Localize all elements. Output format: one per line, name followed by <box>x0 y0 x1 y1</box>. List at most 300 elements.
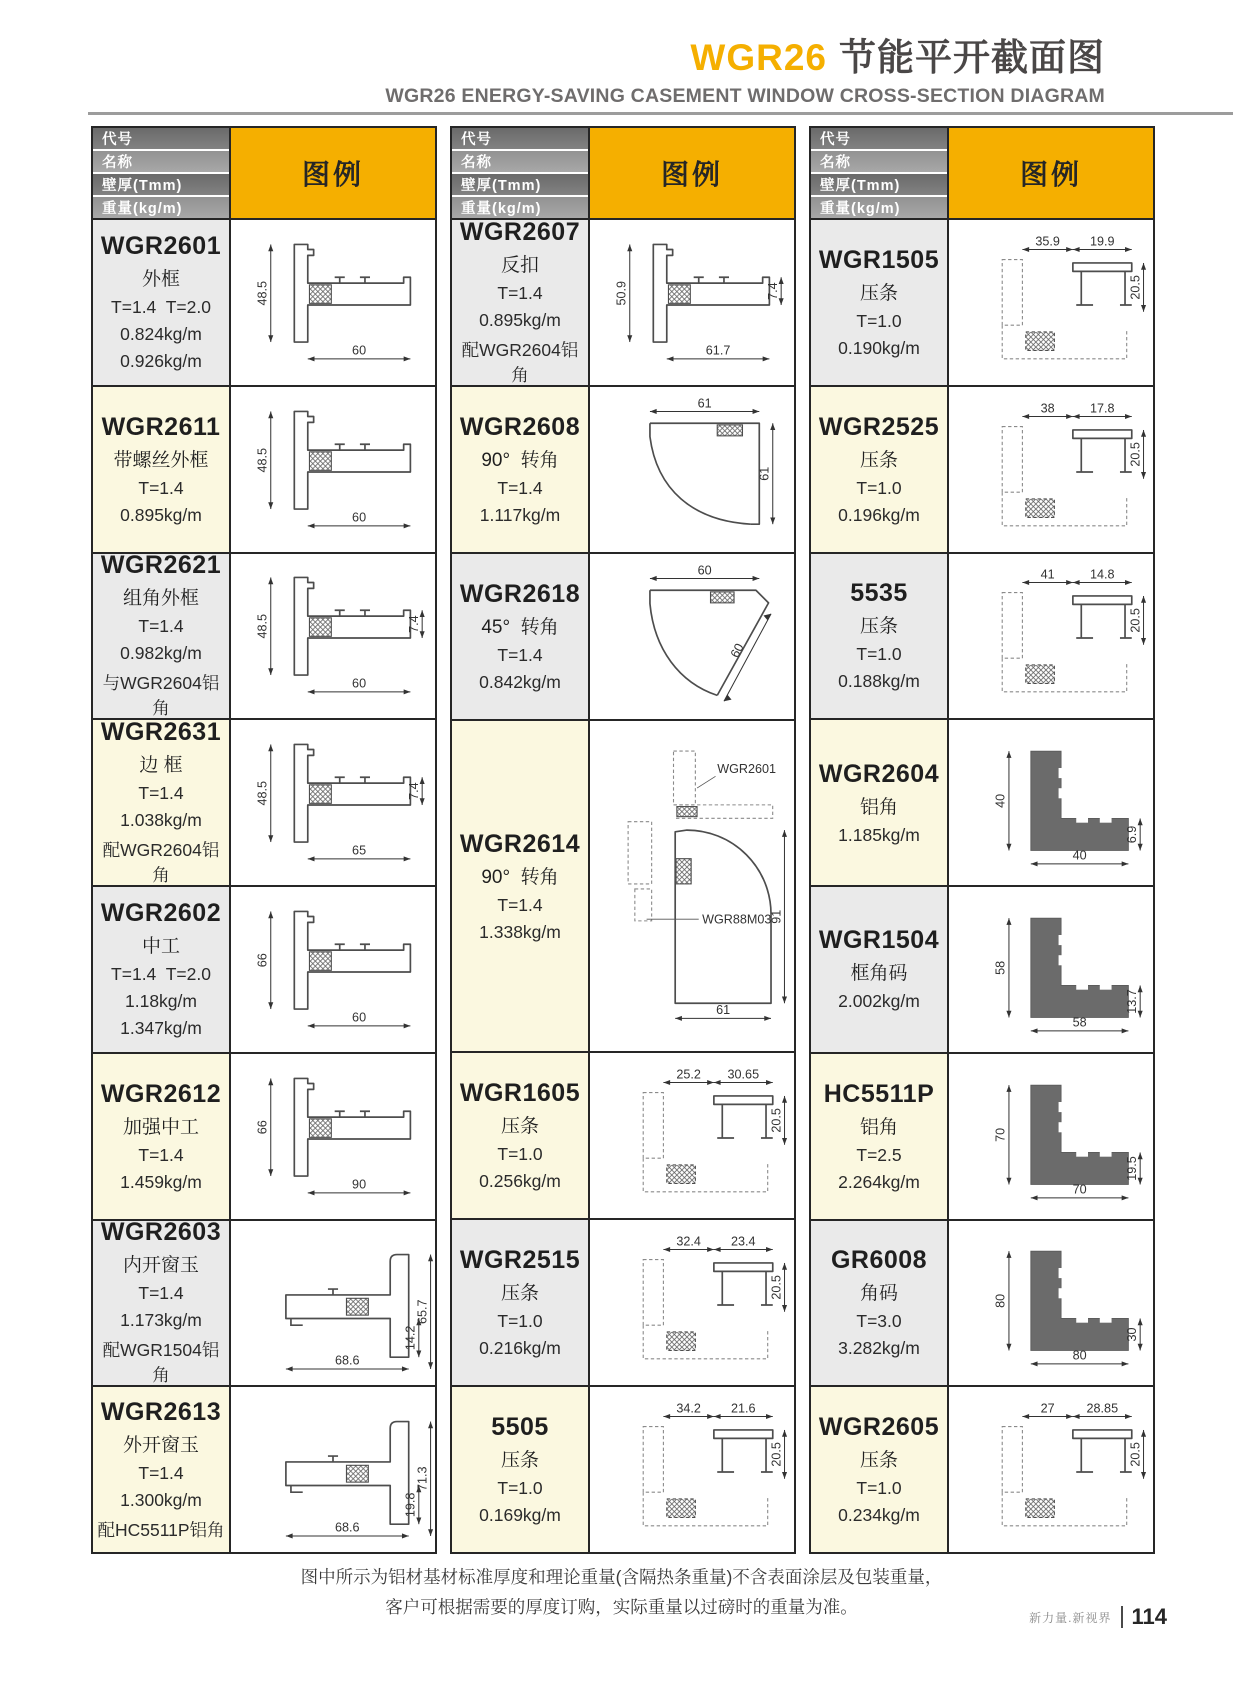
profile-info <box>811 387 949 552</box>
profile-spec: T=1.0 <box>856 310 902 331</box>
dim-horizontal <box>1073 234 1132 252</box>
profile-spec: 1.185kg/m <box>838 824 920 845</box>
profile-info <box>93 220 231 385</box>
svg-text:61: 61 <box>757 466 772 481</box>
profile-spec: 1.459kg/m <box>120 1171 202 1192</box>
cross-section-drawing <box>950 398 1152 541</box>
profile-row <box>93 1219 435 1386</box>
dim-horizontal <box>1022 1401 1072 1419</box>
svg-text:19.5: 19.5 <box>1124 1155 1139 1181</box>
profile-row <box>811 552 1153 719</box>
profile-spec: 配WGR2604铝角 <box>461 340 579 385</box>
profile-drawing-cell <box>949 720 1153 885</box>
profile-code: WGR2618 <box>459 580 581 608</box>
header-label: 壁厚(Tmm) <box>93 174 229 195</box>
profile-spec: T=1.0 <box>856 1478 902 1499</box>
profile-drawing-cell <box>949 1387 1153 1552</box>
profile-code: WGR2612 <box>100 1079 222 1108</box>
profile-code: WGR2525 <box>818 412 940 441</box>
svg-text:19.9: 19.9 <box>1090 234 1115 249</box>
profile-drawing-cell <box>949 554 1153 719</box>
profile-row <box>93 885 435 1052</box>
profile-code: WGR2515 <box>459 1246 581 1274</box>
svg-text:7.4: 7.4 <box>406 782 421 801</box>
profile-code: WGR2631 <box>100 718 222 747</box>
profile-info <box>452 1053 590 1218</box>
cross-section-drawing <box>232 1231 434 1374</box>
profile-row <box>452 1051 794 1218</box>
dim-vertical <box>256 244 274 342</box>
profile-name: 反扣 <box>500 255 539 276</box>
cross-section-drawing <box>591 1398 793 1541</box>
page-title <box>385 38 1105 79</box>
profile-row <box>452 1218 794 1385</box>
profile-row <box>811 1219 1153 1386</box>
dim-vertical <box>994 1252 1012 1351</box>
title-series-code: WGR26 <box>690 37 827 78</box>
profile-info <box>452 220 590 385</box>
svg-text:48.5: 48.5 <box>255 280 270 306</box>
cross-section-drawing <box>950 1231 1152 1374</box>
svg-text:65: 65 <box>352 843 367 858</box>
svg-text:23.4: 23.4 <box>731 1234 756 1249</box>
svg-text:80: 80 <box>993 1294 1008 1309</box>
cross-section-drawing <box>232 564 434 707</box>
profile-info <box>811 554 949 719</box>
profile-name: 带螺丝外框 <box>113 449 209 471</box>
dim-horizontal <box>1073 401 1132 419</box>
profile-name: 外框 <box>141 269 180 291</box>
profile-drawing-cell <box>949 1221 1153 1386</box>
profile-drawing-cell <box>949 220 1153 385</box>
svg-text:60: 60 <box>697 565 712 578</box>
svg-text:58: 58 <box>1072 1015 1087 1030</box>
profile-spec: T=1.0 <box>856 477 902 498</box>
profile-spec: T=1.4 <box>138 477 184 498</box>
svg-text:70: 70 <box>1072 1182 1087 1197</box>
profile-drawing-cell <box>590 1387 794 1552</box>
dim-vertical <box>256 578 274 676</box>
cross-section-drawing <box>591 398 793 541</box>
svg-text:60: 60 <box>352 343 367 358</box>
profile-spec: T=1.4 <box>138 783 184 804</box>
dim-horizontal <box>308 844 411 862</box>
table-header <box>452 128 794 218</box>
svg-text:68.6: 68.6 <box>335 1354 360 1369</box>
cross-section-drawing <box>950 1398 1152 1541</box>
table-header <box>811 128 1153 218</box>
dim-horizontal <box>1031 1182 1129 1200</box>
profile-name: 压条 <box>500 1450 539 1471</box>
profile-drawing-cell <box>949 387 1153 552</box>
profile-spec: T=1.4 <box>138 1462 184 1483</box>
profile-spec: 0.256kg/m <box>479 1171 561 1191</box>
svg-text:14.8: 14.8 <box>1090 567 1115 582</box>
dim-horizontal <box>663 1234 713 1252</box>
profile-code: HC5511P <box>823 1079 935 1108</box>
profile-name: 铝角 <box>859 796 898 818</box>
profile-spec: T=2.5 <box>856 1144 902 1165</box>
profile-spec: T=1.4 T=2.0 <box>111 297 211 318</box>
dim-vertical <box>256 1078 274 1176</box>
header-label: 代号 <box>93 128 229 149</box>
svg-text:25.2: 25.2 <box>676 1067 701 1082</box>
profile-spec: 0.982kg/m <box>120 643 202 664</box>
profile-info <box>93 387 231 552</box>
cross-section-drawing <box>591 1231 793 1374</box>
profile-drawing-cell <box>231 387 435 552</box>
dim-horizontal <box>1073 568 1132 586</box>
profile-table-3 <box>809 126 1155 1554</box>
profile-name: 角码 <box>859 1283 898 1305</box>
page-number: 114 <box>1131 1604 1167 1629</box>
profile-name: 90° 转角 <box>481 866 559 888</box>
profile-spec: T=1.0 <box>497 1478 543 1498</box>
profile-code: WGR2602 <box>100 899 222 928</box>
svg-text:40: 40 <box>1072 848 1087 863</box>
profile-row <box>452 1385 794 1552</box>
header-field-labels <box>93 128 231 218</box>
title-chinese: 节能平开截面图 <box>839 37 1105 78</box>
header-field-labels <box>811 128 949 218</box>
svg-text:20.5: 20.5 <box>1128 441 1143 467</box>
profile-name: 铝角 <box>859 1116 898 1138</box>
dim-horizontal <box>1031 1016 1129 1034</box>
svg-text:WGR2601: WGR2601 <box>717 761 777 776</box>
header-label: 代号 <box>452 128 588 149</box>
header-label: 名称 <box>811 151 947 172</box>
profile-spec: 0.895kg/m <box>120 504 202 525</box>
svg-text:20.5: 20.5 <box>769 1275 784 1300</box>
profile-spec: 0.216kg/m <box>479 1338 561 1358</box>
profile-info <box>93 1054 231 1219</box>
profile-drawing-cell <box>590 387 794 552</box>
profile-name: 压条 <box>859 616 898 638</box>
profile-spec: 0.234kg/m <box>838 1505 920 1526</box>
dim-horizontal <box>308 510 411 528</box>
profile-spec: 0.190kg/m <box>838 337 920 358</box>
table-header <box>93 128 435 218</box>
profile-drawing-cell <box>231 1054 435 1219</box>
header-label: 名称 <box>93 151 229 172</box>
profile-spec: T=1.4 T=2.0 <box>111 964 211 985</box>
svg-text:38: 38 <box>1040 400 1055 415</box>
svg-text:61: 61 <box>697 398 712 411</box>
dim-horizontal <box>650 398 759 414</box>
cross-section-drawing <box>591 1064 793 1207</box>
profile-code: WGR2621 <box>100 551 222 580</box>
profile-drawing-cell <box>231 220 435 385</box>
profile-code: WGR1505 <box>818 245 940 274</box>
cross-section-drawing <box>950 564 1152 707</box>
header-label: 代号 <box>811 128 947 149</box>
dim-horizontal <box>308 677 411 695</box>
profile-spec: T=1.4 <box>138 1144 184 1165</box>
legend-header: 图例 <box>231 128 435 218</box>
profile-name: 压条 <box>859 1450 898 1472</box>
brand-slogan: 新力量.新视界 <box>1029 1610 1112 1625</box>
profile-spec: 1.347kg/m <box>120 1018 202 1039</box>
dim-vertical <box>256 411 274 509</box>
profile-name: 压条 <box>500 1116 539 1137</box>
dim-horizontal <box>663 1401 713 1419</box>
svg-text:28.85: 28.85 <box>1086 1401 1119 1416</box>
profile-info <box>93 1387 231 1552</box>
profile-row <box>452 218 794 385</box>
svg-text:60: 60 <box>352 677 367 692</box>
profile-spec: 0.926kg/m <box>120 351 202 372</box>
profile-spec: T=1.0 <box>856 644 902 665</box>
profile-code: WGR2613 <box>100 1397 222 1426</box>
profile-info <box>452 554 590 719</box>
profile-spec: 0.895kg/m <box>479 310 561 330</box>
legend-header: 图例 <box>590 128 794 218</box>
dim-horizontal <box>1031 1349 1129 1367</box>
svg-text:21.6: 21.6 <box>731 1401 756 1416</box>
cross-section-drawing <box>950 731 1152 874</box>
cross-section-drawing <box>950 1065 1152 1208</box>
profile-row <box>452 552 794 719</box>
profile-code: WGR2614 <box>459 829 581 858</box>
profile-drawing-cell <box>590 220 794 385</box>
profile-spec: 0.824kg/m <box>120 324 202 345</box>
dim-horizontal <box>714 1067 773 1085</box>
cross-section-drawing <box>591 231 793 374</box>
cross-section-drawing <box>950 898 1152 1041</box>
cross-section-drawing <box>232 1065 434 1208</box>
profile-spec: T=1.4 <box>138 616 184 637</box>
dim-vertical <box>1125 1152 1143 1184</box>
dim-vertical <box>256 911 274 1009</box>
footnote-line-2: 客户可根据需要的厚度订购，实际重量以过磅时的重量为准。 <box>385 1597 858 1617</box>
profile-code: WGR2608 <box>459 413 581 441</box>
profile-info <box>811 220 949 385</box>
dim-horizontal <box>308 344 411 362</box>
svg-text:61: 61 <box>716 1003 731 1018</box>
svg-text:60: 60 <box>352 510 367 525</box>
profile-spec: 1.173kg/m <box>120 1310 202 1331</box>
profile-name: 内开窗玉 <box>122 1255 199 1277</box>
profile-spec: T=1.4 <box>497 283 543 303</box>
profile-drawing-cell <box>231 720 435 885</box>
profile-spec: 0.842kg/m <box>479 672 561 692</box>
footnote-line-1: 图中所示为铝材基材标准厚度和理论重量(含隔热条重量)不含表面涂层及包装重量， <box>300 1567 943 1587</box>
svg-text:50.9: 50.9 <box>614 280 629 306</box>
profile-code: WGR2601 <box>100 232 222 261</box>
profile-code: WGR2607 <box>459 218 581 246</box>
profile-info <box>811 1054 949 1219</box>
profile-info <box>452 721 590 1051</box>
svg-text:27: 27 <box>1040 1401 1055 1416</box>
profile-code: WGR2604 <box>818 759 940 788</box>
profile-drawing-cell <box>231 1221 435 1386</box>
svg-text:35.9: 35.9 <box>1035 234 1060 249</box>
profile-info <box>452 1387 590 1552</box>
dim-horizontal <box>308 1011 411 1029</box>
profile-info <box>811 1387 949 1552</box>
dim-horizontal <box>1073 1401 1132 1419</box>
profile-spec: T=1.0 <box>497 1311 543 1331</box>
profile-name: 外开窗玉 <box>122 1434 199 1456</box>
profile-spec: 1.338kg/m <box>479 921 561 942</box>
profile-spec: 配WGR1504铝角 <box>102 1340 220 1386</box>
profile-spec: 1.038kg/m <box>120 810 202 831</box>
profile-name: 压条 <box>859 282 898 304</box>
svg-text:WGR88M03: WGR88M03 <box>702 912 772 927</box>
profile-spec: T=1.4 <box>138 1283 184 1304</box>
dim-horizontal <box>1022 401 1072 419</box>
profile-row <box>93 1385 435 1552</box>
svg-text:19.8: 19.8 <box>403 1492 418 1518</box>
profile-name: 压条 <box>859 449 898 471</box>
profile-name: 45° 转角 <box>481 617 559 638</box>
svg-text:20.5: 20.5 <box>769 1108 784 1133</box>
svg-text:14.2: 14.2 <box>403 1325 418 1351</box>
profile-code: WGR1605 <box>459 1079 581 1107</box>
profile-name: 边 框 <box>139 755 183 777</box>
profile-spec: 0.196kg/m <box>838 504 920 525</box>
profile-spec: 1.117kg/m <box>479 505 561 525</box>
svg-text:20.5: 20.5 <box>769 1442 784 1467</box>
svg-text:91: 91 <box>769 909 784 924</box>
svg-text:66: 66 <box>255 953 270 968</box>
profile-code: WGR2611 <box>101 412 221 441</box>
dim-horizontal <box>714 1401 773 1419</box>
profile-drawing-cell <box>231 887 435 1052</box>
profile-info <box>452 387 590 552</box>
footnote <box>88 1562 1155 1622</box>
dim-diagonal <box>724 614 771 701</box>
svg-text:20.5: 20.5 <box>1128 274 1143 300</box>
page-footer <box>1029 1604 1167 1630</box>
header-label: 壁厚(Tmm) <box>452 174 588 195</box>
dim-vertical <box>994 918 1012 1017</box>
svg-text:48.5: 48.5 <box>255 781 270 806</box>
dim-vertical <box>615 244 633 342</box>
svg-text:71.3: 71.3 <box>415 1466 430 1492</box>
dim-vertical <box>994 1085 1012 1184</box>
profile-name: 90° 转角 <box>481 450 559 471</box>
svg-text:34.2: 34.2 <box>676 1401 701 1416</box>
cross-section-drawing <box>232 231 434 374</box>
header-label: 重量(kg/m) <box>93 197 229 218</box>
profile-info <box>93 720 231 885</box>
dim-vertical <box>1125 985 1143 1017</box>
svg-text:32.4: 32.4 <box>676 1234 701 1249</box>
profile-code: WGR2605 <box>818 1413 940 1442</box>
profile-spec: 3.282kg/m <box>838 1338 920 1359</box>
dim-horizontal <box>308 1177 411 1195</box>
header-field-labels <box>452 128 590 218</box>
profile-info <box>452 1220 590 1385</box>
svg-text:7.4: 7.4 <box>406 615 421 634</box>
profile-row <box>811 218 1153 385</box>
profile-spec: T=1.0 <box>497 1144 543 1164</box>
profile-drawing-cell <box>590 721 794 1051</box>
profile-spec: 配HC5511P铝角 <box>97 1519 225 1540</box>
profile-spec: 1.300kg/m <box>120 1489 202 1510</box>
profile-name: 组角外框 <box>122 588 199 610</box>
svg-text:6.9: 6.9 <box>1124 825 1139 844</box>
profile-drawing-cell <box>231 1387 435 1552</box>
cross-section-drawing <box>232 731 434 874</box>
profile-name: 压条 <box>500 1283 539 1304</box>
profile-row <box>93 218 435 385</box>
dim-vertical <box>769 830 787 1003</box>
svg-text:17.8: 17.8 <box>1090 400 1115 415</box>
dim-horizontal <box>650 565 759 581</box>
dim-horizontal <box>1031 849 1129 867</box>
page-subtitle: WGR26 ENERGY-SAVING CASEMENT WINDOW CROSS-SECTION DIAGRAM <box>385 84 1105 107</box>
profile-spec: 2.002kg/m <box>838 991 920 1012</box>
svg-text:65.7: 65.7 <box>415 1299 430 1325</box>
profile-info <box>811 1221 949 1386</box>
profile-row <box>811 1052 1153 1219</box>
profile-row <box>452 385 794 552</box>
svg-text:68.6: 68.6 <box>335 1520 360 1535</box>
profile-row <box>93 385 435 552</box>
profile-name: 加强中工 <box>122 1116 199 1138</box>
profile-table-1 <box>91 126 437 1554</box>
dim-horizontal <box>1022 234 1072 252</box>
svg-text:60: 60 <box>352 1010 367 1025</box>
svg-text:41: 41 <box>1040 567 1055 582</box>
profile-spec: 配WGR2604铝角 <box>102 840 220 886</box>
profile-spec: 1.18kg/m <box>125 991 197 1012</box>
cross-section-drawing <box>950 231 1152 374</box>
header-label: 重量(kg/m) <box>452 197 588 218</box>
profile-spec: 0.169kg/m <box>479 1505 561 1525</box>
profile-code: GR6008 <box>830 1246 928 1275</box>
dim-vertical <box>758 423 776 524</box>
svg-text:48.5: 48.5 <box>255 447 270 473</box>
svg-text:66: 66 <box>255 1119 270 1134</box>
profile-drawing-cell <box>590 1053 794 1218</box>
profile-drawing-cell <box>949 887 1153 1052</box>
profile-name: 中工 <box>141 936 180 958</box>
footer-divider <box>1121 1606 1123 1628</box>
cross-section-drawing <box>591 741 793 1031</box>
profile-name: 框角码 <box>850 963 908 985</box>
svg-text:61.7: 61.7 <box>705 343 731 358</box>
dim-horizontal <box>667 344 770 362</box>
svg-text:20.5: 20.5 <box>1128 608 1143 634</box>
profile-info <box>93 551 231 719</box>
profile-spec: T=3.0 <box>856 1311 902 1332</box>
profile-code: WGR1504 <box>818 926 940 955</box>
legend-header: 图例 <box>949 128 1153 218</box>
profile-row <box>93 552 435 719</box>
profile-row <box>811 1385 1153 1552</box>
profile-tables <box>91 126 1155 1554</box>
dim-horizontal <box>663 1067 713 1085</box>
cross-section-drawing <box>232 398 434 541</box>
profile-spec: 与WGR2604铝角 <box>102 673 220 719</box>
cross-section-drawing <box>232 898 434 1041</box>
cross-section-drawing <box>591 565 793 708</box>
profile-info <box>93 1218 231 1386</box>
svg-text:40: 40 <box>993 793 1008 808</box>
profile-code: 5535 <box>850 579 908 608</box>
profile-drawing-cell <box>590 554 794 719</box>
svg-text:30.65: 30.65 <box>727 1067 760 1082</box>
profile-spec: T=1.4 <box>497 645 543 665</box>
profile-info <box>811 887 949 1052</box>
profile-table-2 <box>450 126 796 1554</box>
title-divider <box>88 112 1233 115</box>
svg-text:7.4: 7.4 <box>765 282 780 300</box>
header-label: 名称 <box>452 151 588 172</box>
